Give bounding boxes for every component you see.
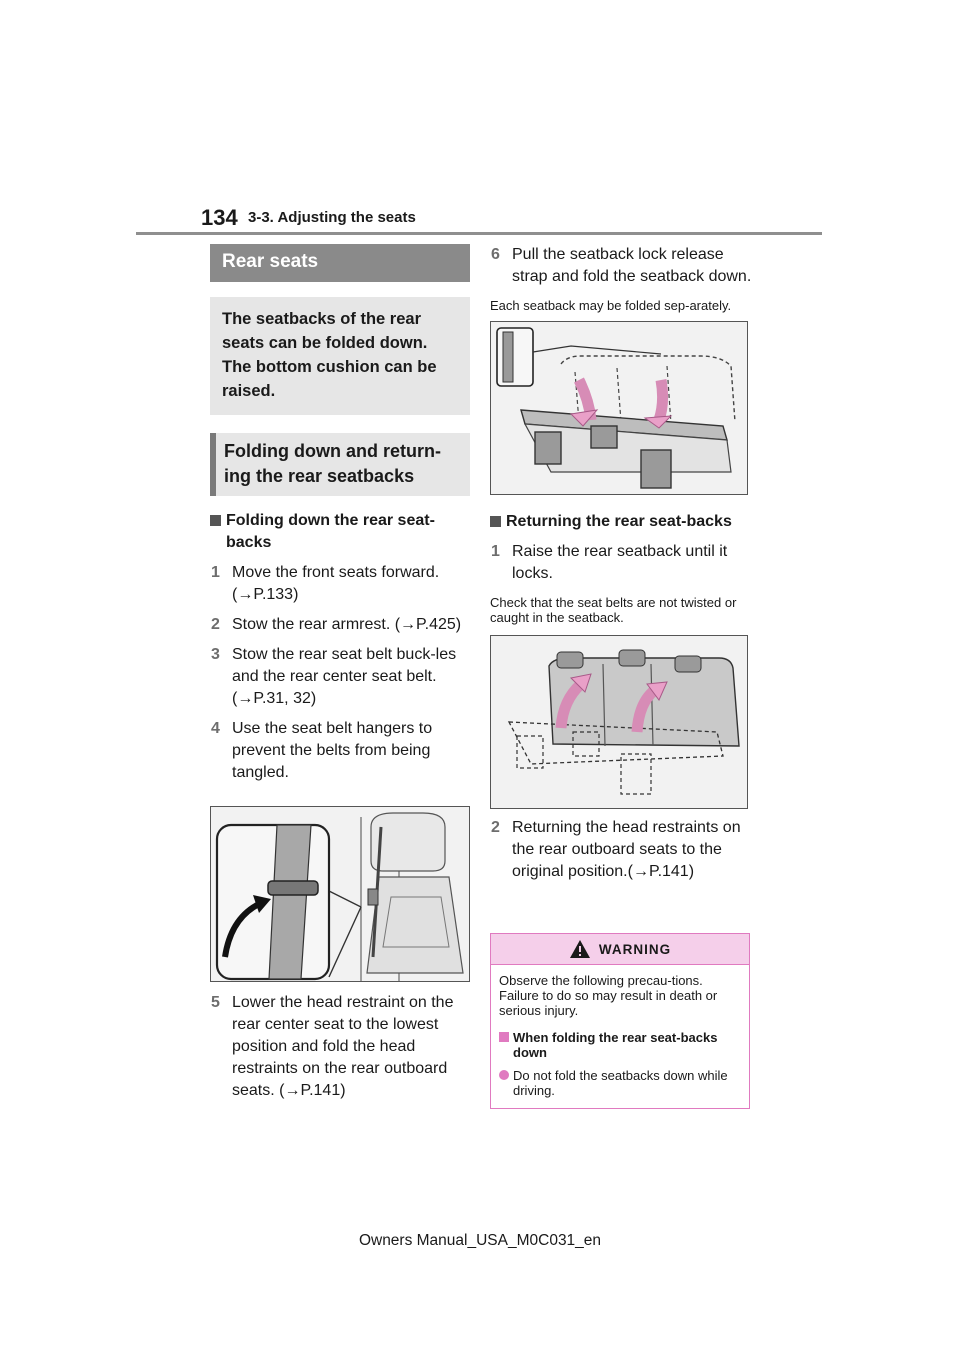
left-column	[210, 244, 470, 1102]
step-text: Use the seat belt hangers to prevent the belts from being tangled.	[232, 720, 433, 781]
step-text: Move the front seats forward. (→P.133)	[232, 564, 440, 603]
fold-seatback-illustration	[490, 321, 748, 495]
step-number: 4	[211, 720, 220, 737]
step-3	[210, 644, 470, 710]
step-text: Returning the head restraints on the rear outboard seats to the original position.(→P.141)	[512, 819, 741, 880]
step-2	[210, 614, 470, 636]
step-5	[210, 992, 470, 1102]
return-step-2	[490, 817, 752, 883]
intro-box: The seatbacks of the rear seats can be folded down. The bottom cushion can be raised.	[210, 297, 470, 415]
step-4	[210, 718, 470, 784]
warning-box	[490, 933, 750, 1109]
step-number: 6	[491, 246, 500, 263]
warning-subheading	[499, 1030, 741, 1060]
step-number: 5	[211, 994, 220, 1011]
square-bullet-icon	[490, 516, 501, 527]
return-step-1	[490, 541, 752, 585]
fold-note: Each seatback may be folded sep-arately.	[490, 298, 732, 313]
seat-belt-hanger-illustration	[210, 806, 470, 982]
warning-text: Observe the following precau-tions. Failure to do so may result in death or serious injury.	[499, 973, 718, 1018]
step-number: 3	[211, 646, 220, 663]
folding-heading-text: Folding down the rear seat-backs	[226, 512, 435, 551]
circle-bullet-icon	[499, 1070, 509, 1080]
return-note: Check that the seat belts are not twisted or caught in the seatback.	[490, 595, 737, 625]
warning-title: WARNING	[598, 941, 672, 957]
step-number: 1	[491, 543, 500, 560]
step-number: 1	[211, 564, 220, 581]
warning-body	[491, 965, 749, 1108]
warning-subheading-text: When folding the rear seat-backs down	[513, 1030, 718, 1060]
warning-bullet	[499, 1068, 741, 1098]
square-bullet-icon	[499, 1032, 509, 1042]
returning-heading	[490, 511, 752, 533]
step-1	[210, 562, 470, 606]
warning-header	[491, 934, 749, 965]
warning-triangle-icon	[569, 939, 591, 959]
step-text: Stow the rear seat belt buck-les and the rear center seat belt. (→P.31, 32)	[232, 646, 457, 707]
step-text: Stow the rear armrest. (→P.425)	[232, 616, 462, 633]
folding-heading	[210, 510, 470, 554]
step-text: Raise the rear seatback until it locks.	[512, 543, 728, 582]
header-rule	[136, 232, 822, 235]
footer: Owners Manual_USA_M0C031_en	[358, 1232, 602, 1249]
raise-seatback-illustration	[490, 635, 748, 809]
right-column	[490, 244, 752, 883]
step-text: Lower the head restraint on the rear center seat to the lowest position and fold the head restraints on the rear outboard seats. (→P.141)	[232, 994, 454, 1099]
page-number: 134	[201, 205, 238, 230]
step-number: 2	[211, 616, 220, 633]
folding-subhead: Folding down and return-ing the rear seatbacks	[210, 433, 470, 496]
step-number: 2	[491, 819, 500, 836]
step-6	[490, 244, 752, 288]
square-bullet-icon	[210, 515, 221, 526]
returning-heading-text: Returning the rear seat-backs	[506, 513, 732, 530]
rear-seats-title: Rear seats	[210, 244, 470, 282]
section-title: 3-3. Adjusting the seats	[248, 209, 416, 226]
warning-bullet-text: Do not fold the seatbacks down while driving.	[513, 1068, 728, 1098]
step-text: Pull the seatback lock release strap and fold the seatback down.	[512, 246, 752, 285]
